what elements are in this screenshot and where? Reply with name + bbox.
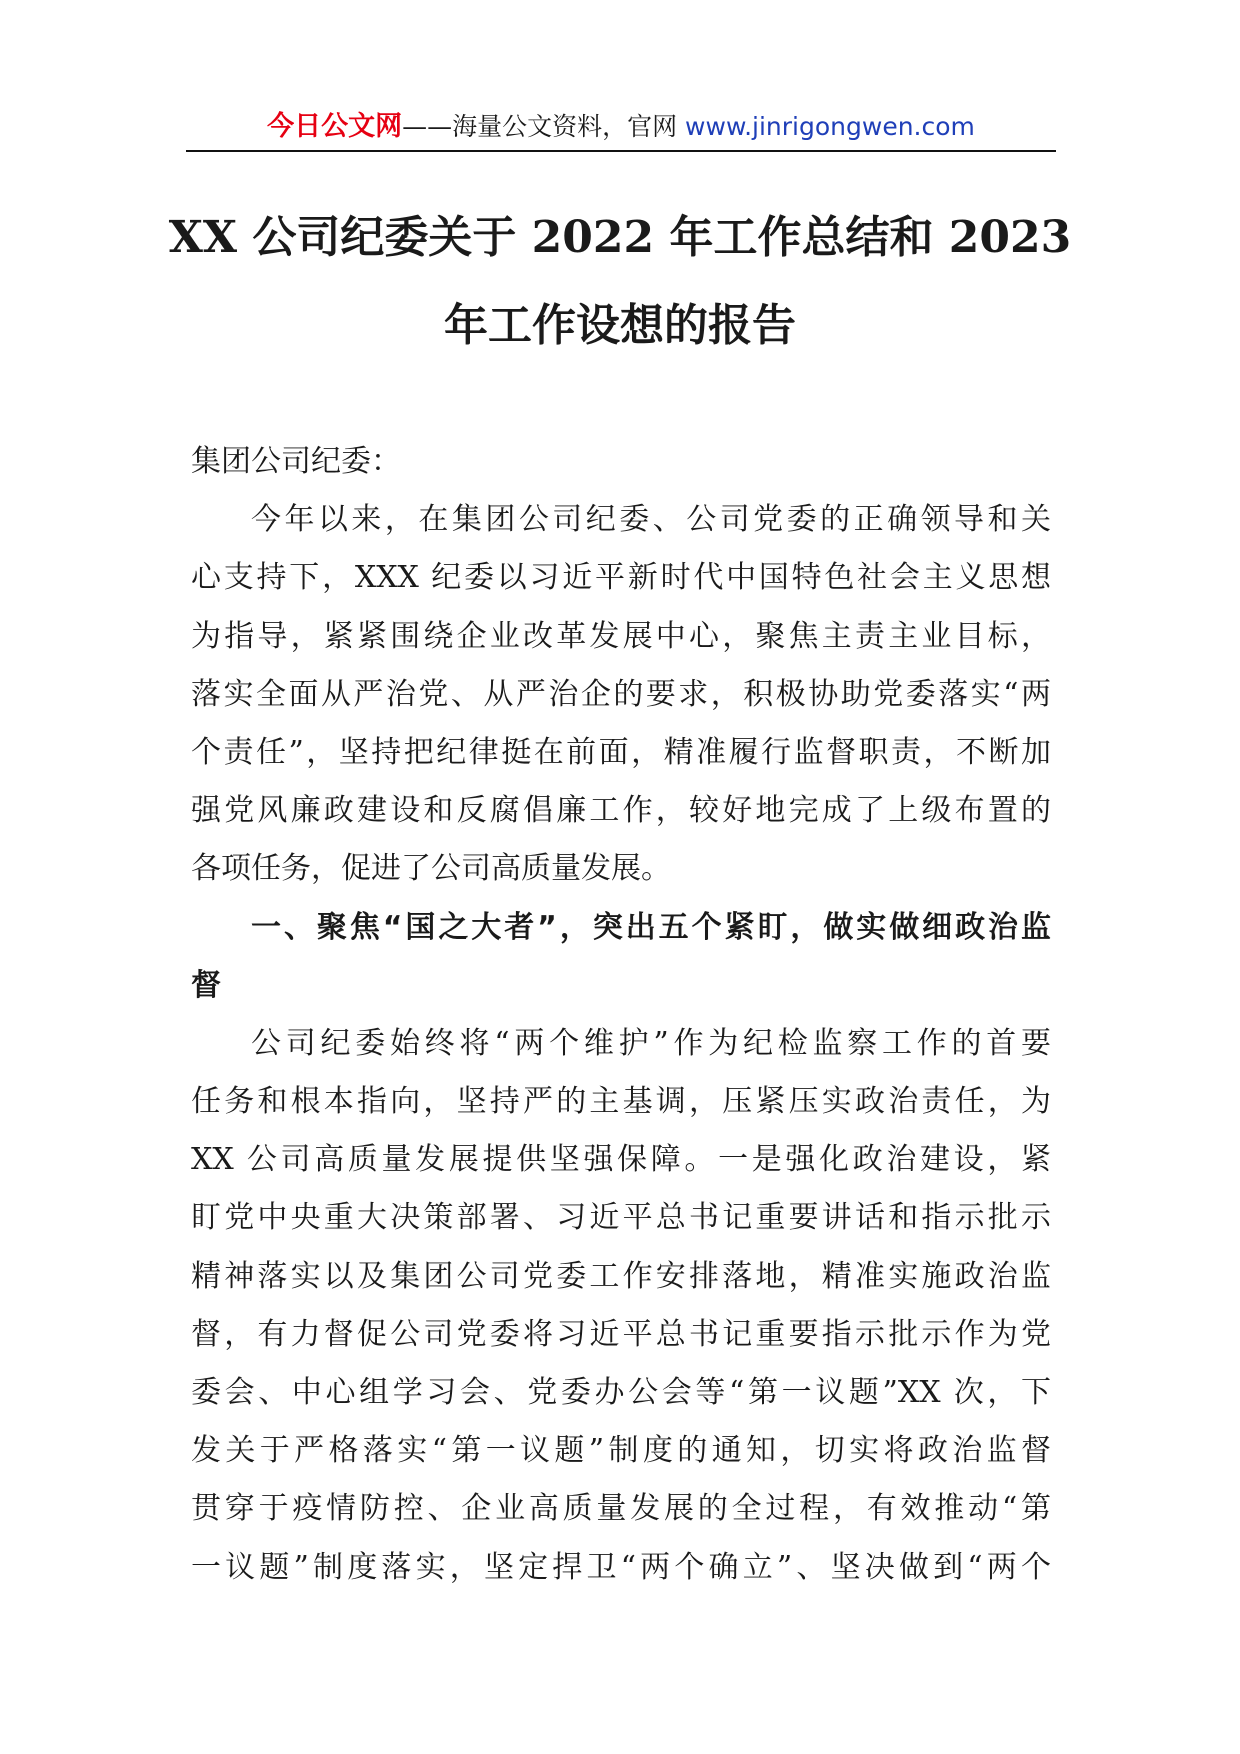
document-body xyxy=(191,433,1051,1597)
document-title xyxy=(150,194,1090,370)
paragraph-line: XX 公司高质量发展提供坚强保障。一是强化政治建设，紧 xyxy=(191,1142,1051,1178)
paragraph-line: 心支持下，XXX 纪委以习近平新时代中国特色社会主义思想 xyxy=(191,560,1051,596)
paragraph-line: 委会、中心组学习会、党委办公会等“第一议题”XX 次，下 xyxy=(191,1375,1051,1410)
paragraph-line: 一议题”制度落实，坚定捍卫“两个确立”、坚决做到“两个 xyxy=(191,1549,1051,1585)
section-heading-line: 督 xyxy=(191,967,221,1003)
paragraph-line: 个责任”，坚持把纪律挺在前面，精准履行监督职责，不断加 xyxy=(191,734,1051,770)
paragraph-line: 发关于严格落实“第一议题”制度的通知，切实将政治监督 xyxy=(191,1433,1051,1469)
site-header xyxy=(186,104,1056,150)
paragraph-line: 落实全面从严治党、从严治企的要求，积极协助党委落实“两 xyxy=(191,676,1051,712)
paragraph-line: 精神落实以及集团公司党委工作安排落地，精准实施政治监 xyxy=(191,1258,1051,1294)
site-brand: 今日公文网 xyxy=(267,111,403,142)
paragraph-line: 盯党中央重大决策部署、习近平总书记重要讲话和指示批示 xyxy=(191,1200,1051,1236)
site-url-link[interactable]: www.jinrigongwen.com xyxy=(685,112,975,141)
paragraph-line: 督，有力督促公司党委将习近平总书记重要指示批示作为党 xyxy=(191,1316,1051,1352)
title-line-1: XX 公司纪委关于 2022 年工作总结和 2023 xyxy=(168,212,1072,263)
section-heading-line: 一、聚焦“国之大者”，突出五个紧盯，做实做细政治监 xyxy=(251,909,1051,945)
paragraph-line: 任务和根本指向，坚持严的主基调，压紧压实政治责任，为 xyxy=(191,1084,1051,1120)
paragraph-line: 各项任务，促进了公司高质量发展。 xyxy=(191,851,671,887)
salutation: 集团公司纪委： xyxy=(191,444,401,479)
paragraph-line: 公司纪委始终将“两个维护”作为纪检监察工作的首要 xyxy=(251,1025,1051,1061)
title-line-2: 年工作设想的报告 xyxy=(444,300,796,351)
paragraph-line: 为指导，紧紧围绕企业改革发展中心，聚焦主责主业目标， xyxy=(191,618,1051,654)
paragraph-line: 强党风廉政建设和反腐倡廉工作，较好地完成了上级布置的 xyxy=(191,793,1051,829)
site-tagline: ——海量公文资料，官网 xyxy=(402,112,686,141)
header-divider xyxy=(186,150,1056,152)
paragraph-line: 贯穿于疫情防控、企业高质量发展的全过程，有效推动“第 xyxy=(191,1491,1051,1527)
paragraph-line: 今年以来，在集团公司纪委、公司党委的正确领导和关 xyxy=(251,502,1051,538)
